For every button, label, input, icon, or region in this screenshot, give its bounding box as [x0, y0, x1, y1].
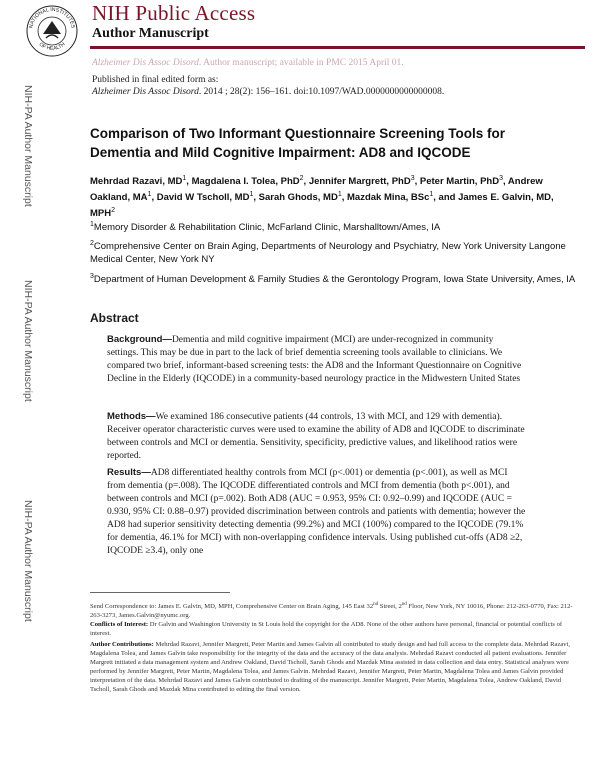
- author-affiliation-ref: 2: [111, 207, 116, 215]
- affiliation-number: 2: [90, 240, 94, 247]
- citation-line: [92, 87, 444, 97]
- ordinal-suffix: nd: [401, 602, 407, 607]
- affiliation: [90, 237, 580, 266]
- footnote-label: Author Contributions:: [90, 641, 154, 648]
- author-affiliation-ref: 2: [299, 175, 304, 182]
- author-affiliation-ref: 1: [337, 191, 342, 199]
- author-affiliation-ref: 3: [410, 175, 415, 182]
- side-label: NIH-PA Author Manuscript: [22, 500, 34, 622]
- author-name: Mazdak Mina, BSc: [347, 192, 430, 204]
- author-affiliation-ref: 1: [429, 191, 434, 199]
- ordinal-suffix: nd: [373, 602, 379, 607]
- author-name: Sarah Ghods, MD: [258, 192, 338, 204]
- svg-text:NATIONAL INSTITUTES: NATIONAL INSTITUTES: [28, 6, 76, 29]
- nih-logo: [25, 4, 79, 58]
- section-text: We examined 186 consecutive patients (44 controls, 13 with MCI, and 129 with dementia). Receiver operator characteristic curves were used to examine the ability of AD8 and IQCODE to discriminate between controls and MCI or dementia. Sensitivity, specificity, predictive values, and likelihood ratios were reported.: [107, 412, 525, 461]
- author-name: Magdalena I. Tolea, PhD: [191, 176, 300, 188]
- citation-details: . 2014 ; 28(2): 156–161. doi:10.1097/WAD.0000000000000008.: [198, 87, 445, 97]
- author-name: Mehrdad Razavi, MD: [90, 176, 183, 188]
- side-label: NIH-PA Author Manuscript: [22, 85, 34, 207]
- abstract-methods: [107, 410, 527, 463]
- abstract-heading: Abstract: [90, 311, 139, 325]
- author-name: Andrew Oakland, MA: [90, 176, 543, 204]
- journal-availability-line: [92, 58, 404, 68]
- abstract-background: [107, 333, 527, 386]
- correspondence-text: Send Correspondence to: James E. Galvin, MD, MPH, Comprehensive Center on Brain Aging, 145 East 32: [90, 603, 374, 611]
- contributions-footnote: [90, 640, 582, 694]
- published-in-label: Published in final edited form as:: [92, 75, 219, 85]
- correspondence-text: Floor, New York, NY 10016, Phone: 212-263-0770, Fax: 212-263-3273, James.Galvin@nyumc.org.: [90, 603, 573, 620]
- footnote-text: Dr Galvin and Washington University in St Louis hold the copyright for the AD8. None of the other authors have personal, financial or potential conflicts of interest.: [90, 621, 563, 637]
- affiliation-text: Memory Disorder & Rehabilitation Clinic, McFarland Clinic, Marshalltown/Ames, IA: [93, 222, 441, 234]
- correspondence-text: Street, 2: [378, 603, 402, 611]
- footnote-divider: [90, 592, 230, 593]
- header-subtitle: Author Manuscript: [92, 26, 209, 41]
- abstract-results: [107, 466, 527, 558]
- author-affiliation-ref: 1: [182, 175, 187, 182]
- author-affiliation-ref: 1: [147, 191, 152, 199]
- author-affiliation-ref: 1: [249, 191, 254, 199]
- section-label: Results—: [107, 467, 151, 478]
- conflicts-footnote: [90, 620, 582, 638]
- author-name: David W Tscholl, MD: [156, 192, 250, 204]
- footnote-label: Conflicts of Interest:: [90, 621, 149, 628]
- correspondence-footnote: [90, 600, 582, 620]
- affiliation: [90, 218, 580, 234]
- author-affiliation-ref: 3: [499, 175, 503, 182]
- header-divider: [90, 46, 585, 49]
- side-label: NIH-PA Author Manuscript: [22, 280, 34, 402]
- author-name: Jennifer Margrett, PhD: [308, 176, 411, 188]
- article-title: Comparison of Two Informant Questionnaire Screening Tools for Dementia and Mild Cognitive Impairment: AD8 and IQCODE: [90, 126, 506, 160]
- section-label: Background—: [107, 334, 172, 345]
- availability-text: . Author manuscript; available in PMC 2015 April 01.: [198, 58, 404, 68]
- journal-name: Alzheimer Dis Assoc Disord: [92, 58, 199, 68]
- section-text: Dementia and mild cognitive impairment (MCI) are under-recognized in community settings. This may be due in part to the lack of brief dementia screening tools available to clinicians. We compared two brief, informant-based screening tests: the AD8 and the Informant Questionnaire on Cognitive Decline in the Elderly (IQCODE) in a community-based neurology practice in the Midwestern United States: [107, 335, 522, 384]
- affiliation: [90, 270, 580, 286]
- affiliation-text: Department of Human Development & Family Studies & the Gerontology Program, Iowa State University, Ames, IA: [93, 274, 576, 286]
- header-title: NIH Public Access: [92, 1, 256, 25]
- section-text: AD8 differentiated healthy controls from MCI (p<.001) or dementia (p<.001), as well as MCI from dementia (p=.008). The IQCODE differentiated controls and MCI from dementia (both p<.001), and between controls and MCI (p=.002). Both AD8 (AUC = 0.953, 95% CI: 0.92–0.99) and IQCODE (AUC = 0.930, 95% CI: 0.88–0.97) provided discrimination between controls and patients with dementia; however the AD8 had superior sensitivity detecting dementia (99.2%) and MCI (100%) compared to the IQCODE (79.1% for dementia, 46.1% for MCI) with non-overlapping confidence intervals. Using published cut-offs (AD8 ≥2, IQCODE ≥3.4), only one: [107, 468, 526, 556]
- svg-text:OF HEALTH: OF HEALTH: [37, 41, 67, 52]
- affiliation-text: Comprehensive Center on Brain Aging, Departments of Neurology and Psychiatry, New York University Langone Medical Center, New York NY: [90, 241, 566, 266]
- affiliation-number: 3: [90, 273, 94, 280]
- author-name: James E. Galvin, MD, MPH: [90, 192, 554, 220]
- author-list: Mehrdad Razavi, $MD^1$, Magdalena I. Tolea, PhD$^2$, Jennifer Margrett, PhD$^3$, Peter Martin, PhD$^3$, Andrew Oakland, $MA^1$, David W Tscholl, $MD^1$, Sarah Ghods, $MD^1$, Mazdak Mina, BSc$^1$, and James E. Galvin, MD, MPH$^2$: [90, 175, 554, 220]
- footnote-text: Mehrdad Razavi, Jennifer Margrett, Peter Martin and James Galvin all contributed to study design and had full access to the complete data. Mehrdad Razavi, Magdalena Tolea, and James Galvin take responsibility for the integrity of the data and the accuracy of the data analysis. Mehrdad Razavi conducted all patient evaluations. Jennifer Margrett initiated a data management system and Andrew Oakland, David Tscholl, Sarah Ghods and Mazdak Mina assisted in data collection and data entry. Statistical analyses were performed by Jennifer Margrett, Peter Martin, Magdalena Tolea, and James Galvin. Mehrdad Razavi, Jennifer Margrett, Peter Martin, Magdalena Tolea and James Galvin provided interpretation of the data. Mehrdad Razavi and James Galvin contributed to drafting of the manuscript. Jennifer Margrett, Peter Martin, Magdalena Tolea, Andrew Oakland, David Tscholl, Sarah Ghods and Mazdak Mina contributed to editing the final version.: [90, 641, 571, 693]
- citation-journal: Alzheimer Dis Assoc Disord: [92, 87, 199, 97]
- affiliation-number: 1: [90, 221, 94, 228]
- author-name: Peter Martin, PhD: [419, 176, 500, 188]
- section-label: Methods—: [107, 411, 156, 422]
